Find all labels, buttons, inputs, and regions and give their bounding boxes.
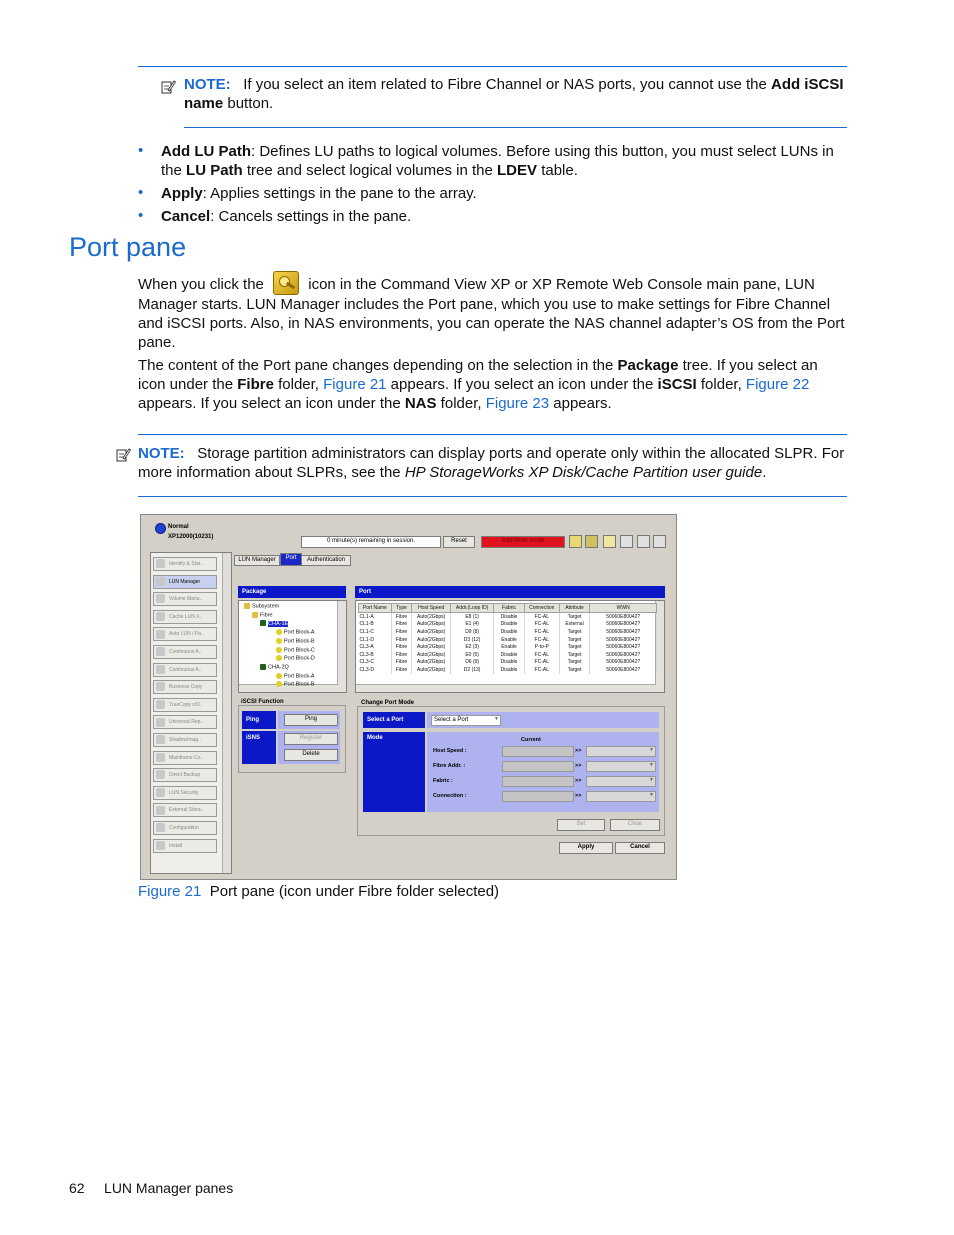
cancel-button[interactable]: Cancel xyxy=(615,842,665,854)
table-column-header[interactable]: Fabric xyxy=(494,604,525,613)
table-cell: E8 (1) xyxy=(451,613,494,621)
table-cell: Enable xyxy=(494,636,525,644)
select-a-port-dropdown[interactable]: Select a Port ▼ xyxy=(431,715,501,726)
bullet-marker: • xyxy=(138,184,144,201)
clear-button[interactable]: Clear xyxy=(610,819,660,831)
toolbar-icon[interactable] xyxy=(653,535,666,548)
delete-button[interactable]: Delete xyxy=(284,749,338,761)
sidebar-item[interactable] xyxy=(153,663,217,677)
sidebar-scrollbar[interactable] xyxy=(222,553,231,873)
sidebar-item-label: Identify & Stat.. xyxy=(169,561,203,567)
table-cell: CL3-C xyxy=(359,659,392,667)
arrow-label: >> xyxy=(575,763,582,769)
mode-label: Normal xyxy=(168,524,189,530)
table-cell: Target xyxy=(559,659,590,667)
mode-field-label: Connection : xyxy=(433,793,467,799)
table-row[interactable] xyxy=(359,651,657,659)
table-column-header[interactable]: Type xyxy=(391,604,411,613)
current-value-field xyxy=(502,746,574,757)
table-cell: 50060E80042? xyxy=(590,659,657,667)
table-cell: FC-AL xyxy=(524,621,559,629)
table-cell: Fibre xyxy=(391,666,411,674)
table-cell: Fibre xyxy=(391,651,411,659)
status-indicator-icon xyxy=(155,523,166,534)
ping-button[interactable]: Ping xyxy=(284,714,338,726)
table-cell: CL1-D xyxy=(359,636,392,644)
tree-node[interactable] xyxy=(276,673,315,679)
table-cell: CL3-D xyxy=(359,666,392,674)
sidebar-item[interactable] xyxy=(153,680,217,694)
sidebar-item[interactable] xyxy=(153,821,217,835)
port-icon xyxy=(276,647,282,653)
sidebar-item-icon xyxy=(156,594,165,603)
note-pencil-icon xyxy=(116,447,131,462)
table-cell: FC-AL xyxy=(524,628,559,636)
arrow-label: >> xyxy=(575,793,582,799)
folder-icon xyxy=(244,603,250,609)
table-cell: Auto(2Gbps) xyxy=(412,666,451,674)
table-hscrollbar[interactable] xyxy=(356,684,656,692)
tree-node[interactable] xyxy=(244,603,279,609)
port-header: Port xyxy=(355,586,665,598)
adapter-icon xyxy=(260,620,266,626)
table-cell: CL1-A xyxy=(359,613,392,621)
sidebar-item-label: Continuous A.. xyxy=(169,666,202,673)
sidebar-item-icon xyxy=(156,823,165,832)
page-number: 62 xyxy=(69,1180,85,1196)
note2-top-rule xyxy=(138,434,847,435)
sidebar-item[interactable] xyxy=(153,627,217,641)
note1-label: NOTE: xyxy=(184,76,231,93)
sidebar-item-label: Direct Backup xyxy=(169,772,201,779)
tab-port[interactable]: Port xyxy=(280,553,302,566)
port-table xyxy=(358,603,657,674)
note-pencil-icon xyxy=(161,79,176,94)
footer-section: LUN Manager panes xyxy=(104,1180,234,1196)
session-field: 0 minute(s) remaining in session. xyxy=(301,536,441,548)
bullet-cancel: Cancel: Cancels settings in the pane. xyxy=(161,208,412,225)
arrow-label: >> xyxy=(575,748,582,754)
sidebar-item-label: Configuration xyxy=(169,825,199,831)
table-cell: Auto(2Gbps) xyxy=(412,628,451,636)
table-cell: E1 (4) xyxy=(451,621,494,629)
bullet-add-lu-path: Add LU Path: Defines LU paths to logical volumes. Before using this button, you must select LUNs in the LU Path tree and select logical volumes in the LDEV table. xyxy=(161,143,834,179)
table-cell: Disable xyxy=(494,621,525,629)
tree-node-label: Port Block-C xyxy=(284,646,315,653)
table-cell: Fibre xyxy=(391,659,411,667)
sidebar-item-label: LUN Security xyxy=(169,789,199,796)
package-header: Package xyxy=(238,586,346,598)
page-footer xyxy=(69,1180,233,1196)
tree-node[interactable] xyxy=(276,629,315,635)
table-row[interactable] xyxy=(359,636,657,644)
toolbar-icon[interactable] xyxy=(603,535,616,548)
table-cell: Target xyxy=(559,636,590,644)
table-cell: FC-AL xyxy=(524,659,559,667)
apply-button[interactable]: Apply xyxy=(559,842,613,854)
table-cell: Enable xyxy=(494,643,525,651)
sidebar-item-icon xyxy=(156,559,165,568)
table-cell: Auto(2Gbps) xyxy=(412,651,451,659)
table-cell: D3 (12) xyxy=(451,636,494,644)
new-value-dropdown[interactable] xyxy=(586,761,656,772)
table-body xyxy=(359,613,657,674)
sidebar-item-icon xyxy=(156,841,165,850)
table-column-header[interactable]: Host Speed xyxy=(412,604,451,613)
new-value-dropdown[interactable] xyxy=(586,791,656,802)
sidebar-item[interactable] xyxy=(153,715,217,729)
change-port-mode-label: Change Port Mode xyxy=(361,700,415,706)
tree-node-label: Port Block-A xyxy=(284,673,315,680)
tree-node[interactable] xyxy=(276,647,315,653)
table-cell: Target xyxy=(559,666,590,674)
sidebar-item-icon xyxy=(156,788,165,797)
table-cell: External xyxy=(559,621,590,629)
sidebar-item-icon xyxy=(156,665,165,674)
port-icon xyxy=(276,681,282,687)
sidebar-item[interactable] xyxy=(153,557,217,571)
link-figure-23[interactable]: Figure 23 xyxy=(485,395,550,412)
register-button[interactable]: Register xyxy=(284,733,338,745)
sidebar-item-label: Mainframe Co.. xyxy=(169,754,204,761)
sidebar-item[interactable] xyxy=(153,733,217,747)
table-column-header[interactable]: Connection xyxy=(524,604,559,613)
port-icon xyxy=(276,655,282,661)
sidebar-item-label: Continuous A.. xyxy=(169,649,202,655)
port-icon xyxy=(276,673,282,679)
sidebar-item-icon xyxy=(156,735,165,744)
note2-text: NOTE: Storage partition administrators can display ports and operate only within the allocated SLPR. For more information about SLPRs, see the HP StorageWorks XP Disk/Cache Partition user guide. xyxy=(138,445,845,481)
sidebar-item-icon xyxy=(156,577,165,586)
current-label: Current xyxy=(521,737,541,743)
table-cell: Target xyxy=(559,643,590,651)
arrow-label: >> xyxy=(575,778,582,784)
table-cell: Auto(2Gbps) xyxy=(412,643,451,651)
table-cell: 50060E80042? xyxy=(590,621,657,629)
table-cell: D2 (13) xyxy=(451,666,494,674)
lun-manager-icon xyxy=(273,271,299,295)
note2-bottom-rule xyxy=(138,496,847,497)
modify-mode-button[interactable]: Add/Write mode xyxy=(481,536,565,548)
tree-node-label: Subsystem xyxy=(252,603,280,610)
table-cell: Fibre xyxy=(391,621,411,629)
port-icon xyxy=(276,638,282,644)
table-cell: Disable xyxy=(494,628,525,636)
table-cell: Disable xyxy=(494,659,525,667)
port-pane-screenshot xyxy=(140,514,677,880)
sidebar-item[interactable] xyxy=(153,786,217,800)
bullet-marker: • xyxy=(138,142,144,159)
table-cell: Auto(2Gbps) xyxy=(412,613,451,621)
table-cell: Disable xyxy=(494,651,525,659)
table-cell: 50060E80042? xyxy=(590,628,657,636)
new-value-dropdown[interactable] xyxy=(586,746,656,757)
port-icon xyxy=(276,629,282,635)
sidebar-item-icon xyxy=(156,806,165,815)
sidebar-item-label: Business Copy xyxy=(169,684,203,691)
sidebar-item[interactable] xyxy=(153,768,217,782)
table-cell: FC-AL xyxy=(524,636,559,644)
table-column-header[interactable]: Attribute xyxy=(559,604,590,613)
adapter-icon xyxy=(260,664,266,670)
table-cell: FC-AL xyxy=(524,651,559,659)
table-cell: CL1-B xyxy=(359,621,392,629)
table-row[interactable] xyxy=(359,613,657,621)
table-cell: Fibre xyxy=(391,636,411,644)
sidebar-item-label: Volume Mana.. xyxy=(169,596,203,603)
sidebar-item[interactable] xyxy=(153,803,217,817)
table-cell: Disable xyxy=(494,613,525,621)
table-cell: Disable xyxy=(494,666,525,674)
table-cell: Target xyxy=(559,613,590,621)
table-header-row xyxy=(359,604,657,613)
sidebar-item[interactable] xyxy=(153,575,217,589)
device-label: XP12000(10231) xyxy=(168,534,214,540)
tree-node-label: Fibre xyxy=(260,612,273,619)
table-row[interactable] xyxy=(359,643,657,651)
table-cell: Auto(2Gbps) xyxy=(412,636,451,644)
tree-scrollbar[interactable] xyxy=(337,601,346,692)
current-value-field xyxy=(502,776,574,787)
toolbar-icon[interactable] xyxy=(637,535,650,548)
table-cell: Fibre xyxy=(391,643,411,651)
table-cell: P-to-P xyxy=(524,643,559,651)
toolbar-icon[interactable] xyxy=(569,535,582,548)
table-cell: 50060E80042? xyxy=(590,651,657,659)
bullet-apply: Apply: Applies settings in the pane to the array. xyxy=(161,185,477,202)
sidebar-item-label: Universal Rep.. xyxy=(169,719,204,726)
table-cell: FC-AL xyxy=(524,666,559,674)
tree-node-label: Port Block-A xyxy=(284,629,315,636)
section-title: Port pane xyxy=(69,232,187,262)
sidebar-item-label: External Stora.. xyxy=(169,807,204,814)
tab-lun-manager[interactable]: LUN Manager xyxy=(234,555,280,566)
tree-node[interactable] xyxy=(276,655,315,661)
table-cell: CL3-B xyxy=(359,651,392,659)
table-row[interactable] xyxy=(359,659,657,667)
sidebar-item[interactable] xyxy=(153,592,217,606)
table-row[interactable] xyxy=(359,666,657,674)
table-cell: Target xyxy=(559,651,590,659)
table-cell: D9 (8) xyxy=(451,628,494,636)
table-cell: CL1-C xyxy=(359,628,392,636)
sidebar-item-label: Cache LUN X.. xyxy=(169,613,203,620)
table-column-header[interactable]: Port Name xyxy=(359,604,392,613)
paragraph-package: The content of the Port pane changes depending on the selection in the Package tree. If you select an icon under the Fibre folder, Figure 21 appears. If you select an icon under the iSCSI folder, Figure 22 appears. If you select an icon under the NAS folder, Figure 23 appears. xyxy=(138,357,818,412)
link-figure-21[interactable]: Figure 21 xyxy=(323,376,387,393)
table-cell: CL3-A xyxy=(359,643,392,651)
tree-node[interactable] xyxy=(260,664,289,670)
folder-icon xyxy=(252,612,258,618)
tree-node-label: Port Block-B xyxy=(284,638,315,645)
figure-label: Figure 21 xyxy=(138,883,202,900)
tree-node[interactable] xyxy=(276,681,315,687)
note1-top-rule xyxy=(138,66,847,67)
table-cell: E2 (3) xyxy=(451,643,494,651)
sidebar-item-label: Auto LUN / Pa.. xyxy=(169,631,204,638)
sidebar-item-icon xyxy=(156,682,165,691)
reset-button[interactable]: Reset xyxy=(443,536,475,548)
table-cell: 50060E80042? xyxy=(590,666,657,674)
toolbar-icon[interactable] xyxy=(620,535,633,548)
select-a-port-label: Select a Port xyxy=(363,712,425,728)
table-row[interactable] xyxy=(359,628,657,636)
mode-field-label: Fibre Addr. : xyxy=(433,763,466,769)
tree-node-label: Port Block-D xyxy=(284,655,315,662)
isns-label: iSNS xyxy=(242,731,276,764)
table-cell: Auto(2Gbps) xyxy=(412,659,451,667)
sidebar-item-icon xyxy=(156,753,165,762)
sidebar-item-label: Install xyxy=(169,842,183,849)
tree-node[interactable] xyxy=(276,638,315,644)
table-column-header[interactable]: WWN xyxy=(590,604,657,613)
sidebar-item-icon xyxy=(156,718,165,727)
table-row[interactable] xyxy=(359,621,657,629)
sidebar-item-icon xyxy=(156,700,165,709)
sidebar-item-icon xyxy=(156,647,165,656)
sidebar-item[interactable] xyxy=(153,645,217,659)
bullet-marker: • xyxy=(138,207,144,224)
table-cell: Auto(2Gbps) xyxy=(412,621,451,629)
sidebar-item[interactable] xyxy=(153,839,217,853)
sidebar-item-icon xyxy=(156,612,165,621)
current-value-field xyxy=(502,791,574,802)
note1-text: NOTE: If you select an item related to Fibre Channel or NAS ports, you cannot use the Add iSCSI name button. xyxy=(184,76,844,112)
table-cell: D6 (9) xyxy=(451,659,494,667)
table-cell: 50060E80042? xyxy=(590,613,657,621)
paragraph-intro: When you click the icon in the Command View XP or XP Remote Web Console main pane, LUN Manager starts. LUN Manager includes the Port pane, which you use to make settings for Fibre Channel and iSCSI ports. Also, in NAS environments, you can operate the NAS channel adapter’s OS from the Port pane. xyxy=(138,271,848,352)
table-cell: FC-AL xyxy=(524,613,559,621)
sidebar-item[interactable] xyxy=(153,610,217,624)
tree-node[interactable] xyxy=(260,620,288,626)
sidebar-item-icon xyxy=(156,770,165,779)
sidebar-item[interactable] xyxy=(153,698,217,712)
toolbar-icon[interactable] xyxy=(585,535,598,548)
current-value-field xyxy=(502,761,574,772)
new-value-dropdown[interactable] xyxy=(586,776,656,787)
table-cell: Target xyxy=(559,628,590,636)
tree-node[interactable] xyxy=(252,612,273,618)
table-cell: 50060E80042? xyxy=(590,636,657,644)
iscsi-function-label: iSCSI Function xyxy=(241,699,284,705)
note1-bottom-rule xyxy=(184,127,847,128)
sidebar-item-icon xyxy=(156,630,165,639)
link-figure-22[interactable]: Figure 22 xyxy=(745,376,810,393)
tree-node-label: CHA-2Q xyxy=(268,664,289,671)
mode-section-label: Mode xyxy=(363,732,425,812)
mode-field-label: Fabric : xyxy=(433,778,453,784)
ping-label: Ping xyxy=(242,711,276,729)
set-button[interactable]: Set xyxy=(557,819,605,831)
figure-caption: Figure 21 Port pane (icon under Fibre folder selected) xyxy=(138,883,500,900)
tree-node-label: Port Block-B xyxy=(284,681,315,688)
mode-field-label: Host Speed : xyxy=(433,748,467,754)
table-column-header[interactable]: Addr.(Loop ID) xyxy=(451,604,494,613)
table-cell: E0 (5) xyxy=(451,651,494,659)
table-cell: Fibre xyxy=(391,628,411,636)
sidebar-item-label: ShadowImag.. xyxy=(169,737,201,743)
note2-label: NOTE: xyxy=(138,445,185,462)
tab-authentication[interactable]: Authentication xyxy=(301,555,351,566)
sidebar-item[interactable] xyxy=(153,751,217,765)
table-cell: Fibre xyxy=(391,613,411,621)
table-cell: 50060E80042? xyxy=(590,643,657,651)
sidebar-item-label: TrueCopy z/O.. xyxy=(169,701,203,708)
tree-node-label: CHA-1E xyxy=(268,620,289,627)
sidebar-item-label: LUN Manager xyxy=(169,578,201,585)
